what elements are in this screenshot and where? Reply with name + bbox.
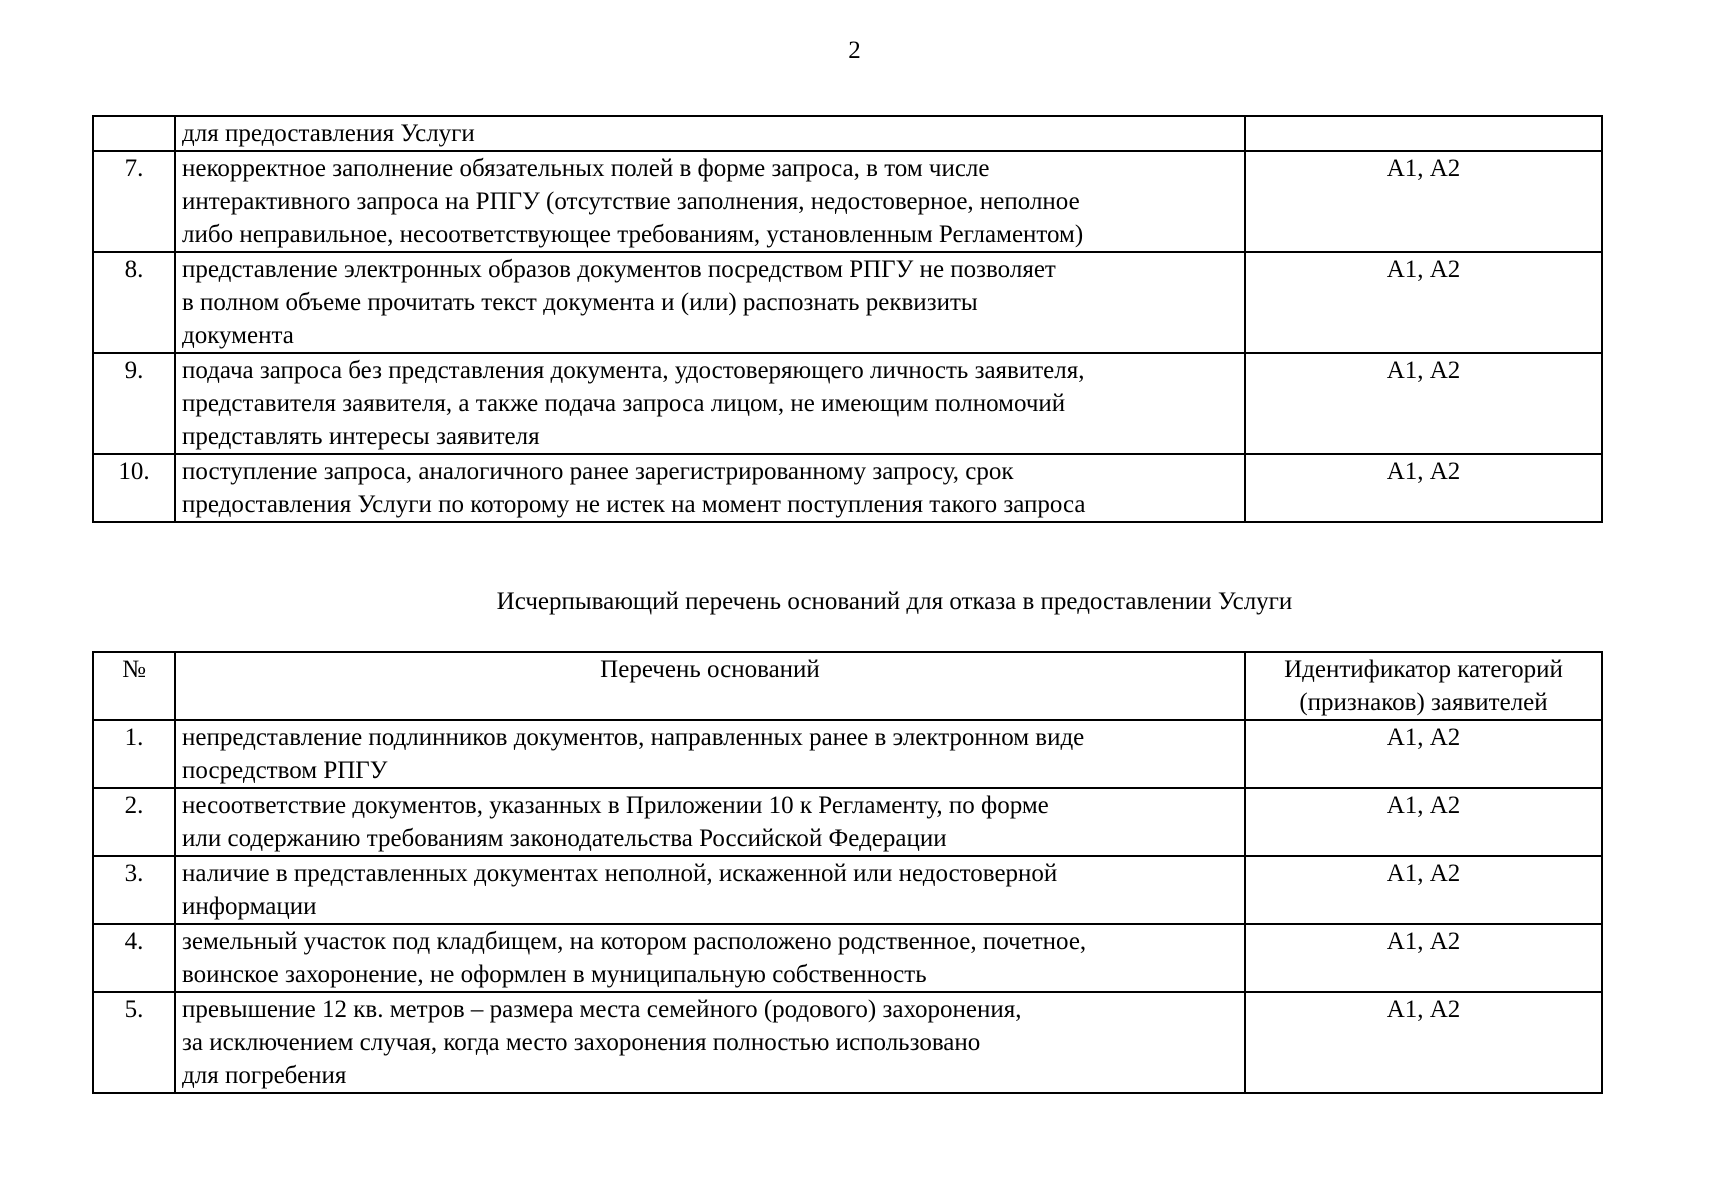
row-grounds-text: [175, 720, 1245, 788]
row-text-line: информации: [182, 893, 317, 920]
row-text-line: непредставление подлинников документов, направленных ранее в электронном виде: [182, 724, 1085, 751]
row-category-id: А1, А2: [1245, 788, 1602, 856]
continued-grounds-table: [92, 115, 1603, 523]
table-row: [93, 992, 1602, 1093]
row-number: 4.: [93, 924, 175, 992]
row-grounds-text: [175, 856, 1245, 924]
row-grounds-text: [175, 353, 1245, 454]
page-number: 2: [848, 37, 861, 64]
row-category-id: А1, А2: [1245, 454, 1602, 522]
table-row: [93, 116, 1602, 151]
row-text-line: в полном объеме прочитать текст документа и (или) распознать реквизиты: [182, 289, 978, 316]
row-text-line: несоответствие документов, указанных в Приложении 10 к Регламенту, по форме: [182, 792, 1049, 819]
row-text-line: или содержанию требованиям законодательства Российской Федерации: [182, 825, 947, 852]
row-number: 3.: [93, 856, 175, 924]
refusal-grounds-table: [92, 651, 1603, 1094]
header-category-id: [1245, 652, 1602, 720]
row-number: 1.: [93, 720, 175, 788]
row-number: [93, 116, 175, 151]
row-text-line: подача запроса без представления документа, удостоверяющего личность заявителя,: [182, 357, 1085, 384]
row-text-line: посредством РПГУ: [182, 757, 388, 784]
table-row: [93, 353, 1602, 454]
row-grounds-text: [175, 992, 1245, 1093]
table-header-row: [93, 652, 1602, 720]
row-category-id: А1, А2: [1245, 924, 1602, 992]
row-text-line: представителя заявителя, а также подача запроса лицом, не имеющим полномочий: [182, 390, 1066, 417]
table-row: [93, 252, 1602, 353]
row-number: 7.: [93, 151, 175, 252]
row-text-line: для предоставления Услуги: [182, 120, 475, 147]
row-text-line: за исключением случая, когда место захоронения полностью использовано: [182, 1029, 981, 1056]
row-category-id: А1, А2: [1245, 992, 1602, 1093]
row-number: 8.: [93, 252, 175, 353]
row-grounds-text: [175, 151, 1245, 252]
row-category-id: А1, А2: [1245, 151, 1602, 252]
row-category-id: А1, А2: [1245, 353, 1602, 454]
table-row: [93, 151, 1602, 252]
row-text-line: предоставления Услуги по которому не истек на момент поступления такого запроса: [182, 491, 1086, 518]
row-category-id: А1, А2: [1245, 720, 1602, 788]
section-title: Исчерпывающий перечень оснований для отказа в предоставлении Услуги: [496, 588, 1293, 615]
row-text-line: документа: [182, 322, 294, 349]
row-grounds-text: [175, 788, 1245, 856]
header-category-id-line: Идентификатор категорий: [1284, 656, 1563, 683]
table-row: [93, 856, 1602, 924]
row-text-line: превышение 12 кв. метров – размера места семейного (родового) захоронения,: [182, 996, 1022, 1023]
table-row: [93, 720, 1602, 788]
row-number: 2.: [93, 788, 175, 856]
row-grounds-text: [175, 924, 1245, 992]
table-row: [93, 454, 1602, 522]
row-text-line: интерактивного запроса на РПГУ (отсутствие заполнения, недостоверное, неполное: [182, 188, 1080, 215]
row-category-id: А1, А2: [1245, 856, 1602, 924]
row-text-line: либо неправильное, несоответствующее требованиям, установленным Регламентом): [182, 221, 1084, 248]
row-text-line: земельный участок под кладбищем, на котором расположено родственное, почетное,: [182, 928, 1087, 955]
row-text-line: воинское захоронение, не оформлен в муниципальную собственность: [182, 961, 927, 988]
row-text-line: для погребения: [182, 1062, 347, 1089]
row-text-line: поступление запроса, аналогичного ранее зарегистрированному запросу, срок: [182, 458, 1014, 485]
row-grounds-text: [175, 252, 1245, 353]
row-text-line: наличие в представленных документах неполной, искаженной или недостоверной: [182, 860, 1058, 887]
row-text-line: представлять интересы заявителя: [182, 423, 540, 450]
row-grounds-text: [175, 116, 1245, 151]
row-number: 10.: [93, 454, 175, 522]
header-number: №: [93, 652, 175, 720]
row-category-id: [1245, 116, 1602, 151]
row-grounds-text: [175, 454, 1245, 522]
row-text-line: представление электронных образов документов посредством РПГУ не позволяет: [182, 256, 1056, 283]
header-category-id-line: (признаков) заявителей: [1299, 689, 1548, 716]
row-text-line: некорректное заполнение обязательных полей в форме запроса, в том числе: [182, 155, 990, 182]
row-category-id: А1, А2: [1245, 252, 1602, 353]
row-number: 5.: [93, 992, 175, 1093]
row-number: 9.: [93, 353, 175, 454]
table-row: [93, 924, 1602, 992]
header-grounds-list: Перечень оснований: [175, 652, 1245, 720]
table-row: [93, 788, 1602, 856]
